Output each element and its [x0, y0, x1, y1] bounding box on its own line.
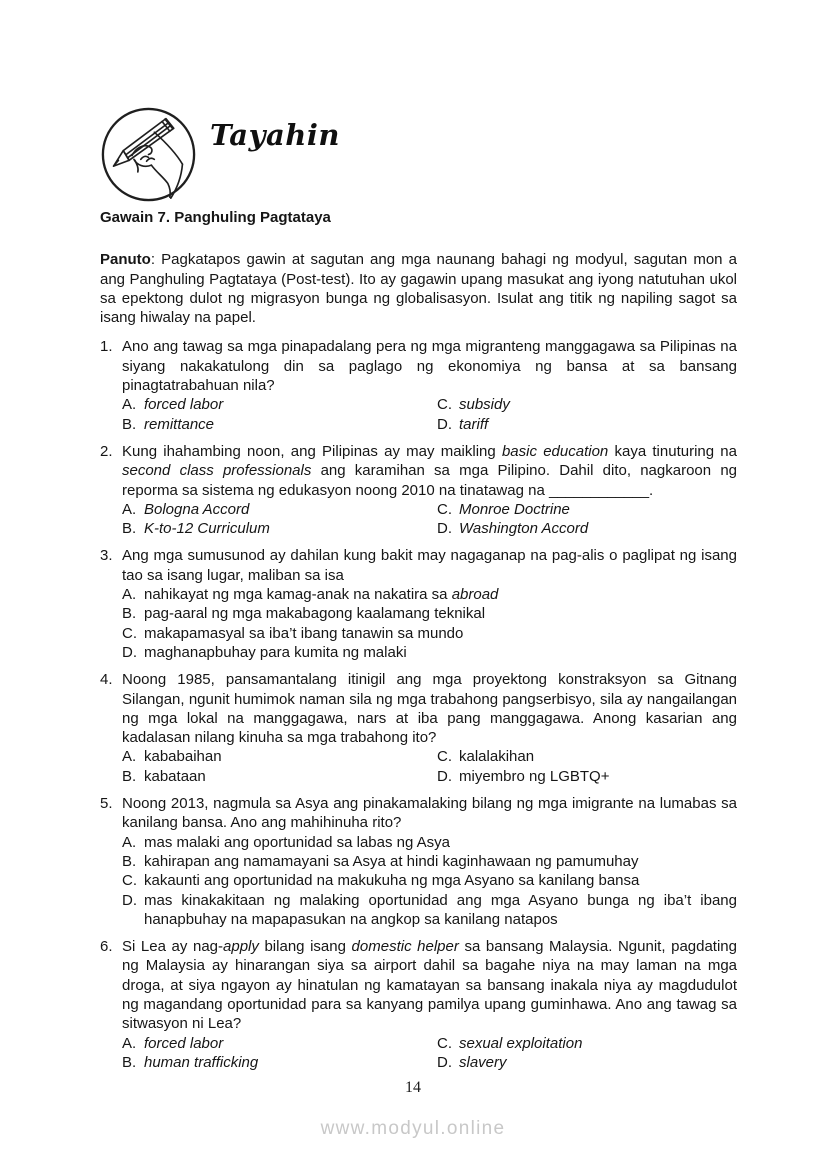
option-letter: A.	[122, 586, 137, 604]
option	[437, 395, 737, 414]
option-letter: A.	[122, 833, 137, 851]
question-body	[122, 337, 737, 433]
option	[122, 747, 437, 766]
option-letter: B.	[122, 852, 137, 870]
option	[122, 833, 737, 852]
option-letter: B.	[122, 520, 137, 538]
option-text	[459, 519, 737, 538]
text-segment: forced labor	[144, 1034, 224, 1052]
option-letter: A.	[122, 748, 137, 766]
option	[122, 1053, 437, 1072]
text-segment: tariff	[459, 415, 489, 433]
text-segment: forced labor	[144, 396, 224, 414]
watermark: www.modyul.online	[320, 1118, 506, 1139]
question-number: 6.	[100, 938, 113, 956]
text-segment: Washington Accord	[459, 520, 589, 538]
option-letter: D.	[437, 1053, 452, 1071]
question	[100, 546, 737, 662]
page-header	[100, 0, 737, 208]
text-segment: basic education	[501, 442, 609, 460]
text-segment: subsidy	[459, 396, 510, 414]
question-list	[100, 337, 737, 1072]
option-text	[459, 1053, 737, 1072]
question-body	[122, 670, 737, 786]
text-segment: second class professionals	[122, 462, 312, 480]
option	[437, 415, 737, 434]
question-body	[122, 937, 737, 1072]
text-segment: Bologna Accord	[144, 500, 250, 518]
text-segment: K-to-12 Curriculum	[144, 520, 270, 538]
option-text	[144, 871, 737, 890]
option-text	[459, 395, 737, 414]
option-letter: C.	[437, 1034, 452, 1052]
page-title: Tayahin	[210, 118, 340, 152]
option-letter: B.	[122, 415, 137, 433]
option	[122, 767, 437, 786]
option-letter: D.	[437, 415, 452, 433]
option-letter: B.	[122, 1053, 137, 1071]
option-letter: D.	[437, 767, 452, 785]
question-body	[122, 546, 737, 662]
text-segment: ang karamihan sa mga Pilipino. Dahil dito, nagkaroon ng reporma sa sistema ng edukasyon noong 2010 na tinatawag na ____________.	[122, 462, 737, 499]
page-number: 14	[405, 1079, 421, 1096]
text-segment: nahikayat ng mga kamag-anak na nakatira sa	[144, 586, 452, 604]
question-text	[122, 794, 737, 833]
text-segment: kabataan	[144, 767, 206, 785]
question-number: 2.	[100, 442, 113, 460]
question	[100, 442, 737, 538]
question-text	[122, 937, 737, 1033]
option-letter: D.	[122, 643, 137, 661]
question-number: 4.	[100, 671, 113, 689]
option-letter: B.	[122, 767, 137, 785]
option	[437, 1053, 737, 1072]
question-number: 5.	[100, 795, 113, 813]
option-text	[144, 415, 437, 434]
option	[122, 871, 737, 890]
text-segment: Si Lea ay nag-	[122, 938, 224, 956]
text-segment: abroad	[451, 586, 499, 604]
text-segment: kahirapan ang namamayani sa Asya at hindi kaginhawaan ng pamumuhay	[144, 852, 639, 870]
option-text	[459, 500, 737, 519]
option-letter: C.	[437, 500, 452, 518]
text-segment: Ang mga sumusunod ay dahilan kung bakit may nagaganap na pag-alis o paglipat ng isang tao sa isang lugar, maliban sa isa	[122, 547, 737, 584]
text-segment: remittance	[144, 415, 215, 433]
instructions	[100, 250, 737, 327]
option	[437, 767, 737, 786]
text-segment: kababaihan	[144, 748, 222, 766]
option-text	[144, 585, 737, 604]
option-text	[144, 1034, 437, 1053]
text-segment: mas malaki ang oportunidad sa labas ng Asya	[144, 833, 451, 851]
option-letter: C.	[122, 872, 137, 890]
options	[122, 395, 737, 434]
question-body	[122, 794, 737, 929]
text-segment: Noong 1985, pansamantalang itinigil ang mga proyektong konstraksyon sa Gitnang Silangan, ngunit humimok naman sila ng mga trabahong pangserbisyo, sila ay nangailangan ng mga lokal na manggagawa, nars at iba pang manggagawa. Anong kasarian ang kadalasan nilang kinuha sa mga trabahong ito?	[122, 671, 737, 747]
question-number: 1.	[100, 338, 113, 356]
option-text	[144, 519, 437, 538]
option	[122, 500, 437, 519]
question-number: 3.	[100, 547, 113, 565]
question-text	[122, 337, 737, 395]
instructions-label: Panuto	[100, 251, 151, 269]
option-text	[459, 1034, 737, 1053]
text-segment: sexual exploitation	[459, 1034, 583, 1052]
option	[122, 415, 437, 434]
option	[122, 1034, 437, 1053]
options	[122, 585, 737, 662]
option	[122, 624, 737, 643]
option-text	[144, 604, 737, 623]
option-letter: A.	[122, 1034, 137, 1052]
question-body	[122, 442, 737, 538]
option-text	[144, 395, 437, 414]
option	[122, 519, 437, 538]
option	[437, 519, 737, 538]
text-segment: pag-aaral ng mga makabagong kaalamang teknikal	[144, 605, 486, 623]
option-letter: A.	[122, 396, 137, 414]
option-letter: D.	[122, 891, 137, 909]
option-text	[459, 767, 737, 786]
text-segment: miyembro ng LGBTQ+	[459, 767, 610, 785]
question-text	[122, 546, 737, 585]
question	[100, 337, 737, 433]
text-segment: domestic helper	[351, 938, 459, 956]
option-text	[144, 1053, 437, 1072]
option-letter: A.	[122, 500, 137, 518]
option	[122, 395, 437, 414]
option	[437, 1034, 737, 1053]
text-segment: kalalakihan	[459, 748, 535, 766]
options	[122, 747, 737, 786]
question	[100, 794, 737, 929]
option-letter: C.	[437, 748, 452, 766]
option-letter: D.	[437, 520, 452, 538]
options	[122, 500, 737, 539]
text-segment: Monroe Doctrine	[459, 500, 570, 518]
option	[437, 500, 737, 519]
page-content	[100, 0, 737, 1080]
option-text	[144, 500, 437, 519]
option	[122, 891, 737, 930]
option	[437, 747, 737, 766]
pencil-hand-icon	[100, 106, 197, 203]
option-text	[459, 415, 737, 434]
question	[100, 937, 737, 1072]
text-segment: makapamasyal sa iba’t ibang tanawin sa mundo	[144, 624, 464, 642]
activity-heading: Gawain 7. Panghuling Pagtataya	[100, 209, 331, 226]
option	[122, 604, 737, 623]
text-segment: mas kinakakitaan ng malaking oportunidad ang mga Asyano bunga ng iba’t ibang hanapbuhay na mapapasukan na angkop sa kanilang natapos	[144, 891, 737, 928]
option-text	[144, 891, 737, 930]
option-letter: C.	[122, 624, 137, 642]
option	[122, 852, 737, 871]
option-text	[144, 624, 737, 643]
option-text	[144, 643, 737, 662]
text-segment: sa bansang Malaysia. Ngunit, pagdating ng Malaysia ay hinarangan siya sa airport dahil sa bagahe niya na may laman na mga droga, at siya ngayon ay hinatulan ng kamatayan sa bansang inakala niya ay magdudulot ng magandang oportunidad para sa kanyang pamilya upang guminhawa. Ano ang tawag sa sitwasyon ni Lea?	[122, 938, 737, 1033]
text-segment: Ano ang tawag sa mga pinapadalang pera ng mga migranteng manggagawa sa Pilipinas na siyang nakakatulong din sa paglago ng ekonomiya ng bansa at sa bansang pinagtatrabahuan nila?	[122, 338, 737, 395]
options	[122, 833, 737, 929]
text-segment: bilang isang	[258, 938, 352, 956]
text-segment: slavery	[459, 1053, 507, 1071]
text-segment: Noong 2013, nagmula sa Asya ang pinakamalaking bilang ng mga imigrante na lumabas sa kanilang bansa. Ano ang mahihinuha rito?	[122, 795, 737, 832]
text-segment: human trafficking	[144, 1053, 259, 1071]
option-text	[144, 833, 737, 852]
text-segment: maghanapbuhay para kumita ng malaki	[144, 643, 407, 661]
option	[122, 585, 737, 604]
question	[100, 670, 737, 786]
option-letter: C.	[437, 396, 452, 414]
options	[122, 1034, 737, 1073]
question-text	[122, 442, 737, 500]
question-text	[122, 670, 737, 747]
text-segment: apply	[223, 938, 259, 956]
option-letter: B.	[122, 605, 137, 623]
option-text	[144, 747, 437, 766]
text-segment: kaya tinuturing na	[608, 442, 737, 460]
text-segment: Kung ihahambing noon, ang Pilipinas ay may maikling	[122, 442, 502, 460]
text-segment: kakaunti ang oportunidad na makukuha ng mga Asyano sa kanilang bansa	[144, 872, 640, 890]
instructions-text: : Pagkatapos gawin at sagutan ang mga naunang bahagi ng modyul, sagutan mon a ang Panghuling Pagtataya (Post-test). Ito ay gagawin upang masukat ang iyong natutuhan ukol sa epektong dulot ng migrasyon bunga ng globalisasyon. Isulat ang titik ng napiling sagot sa isang hiwalay na papel.	[100, 251, 737, 327]
option-text	[459, 747, 737, 766]
option-text	[144, 852, 737, 871]
option-text	[144, 767, 437, 786]
option	[122, 643, 737, 662]
